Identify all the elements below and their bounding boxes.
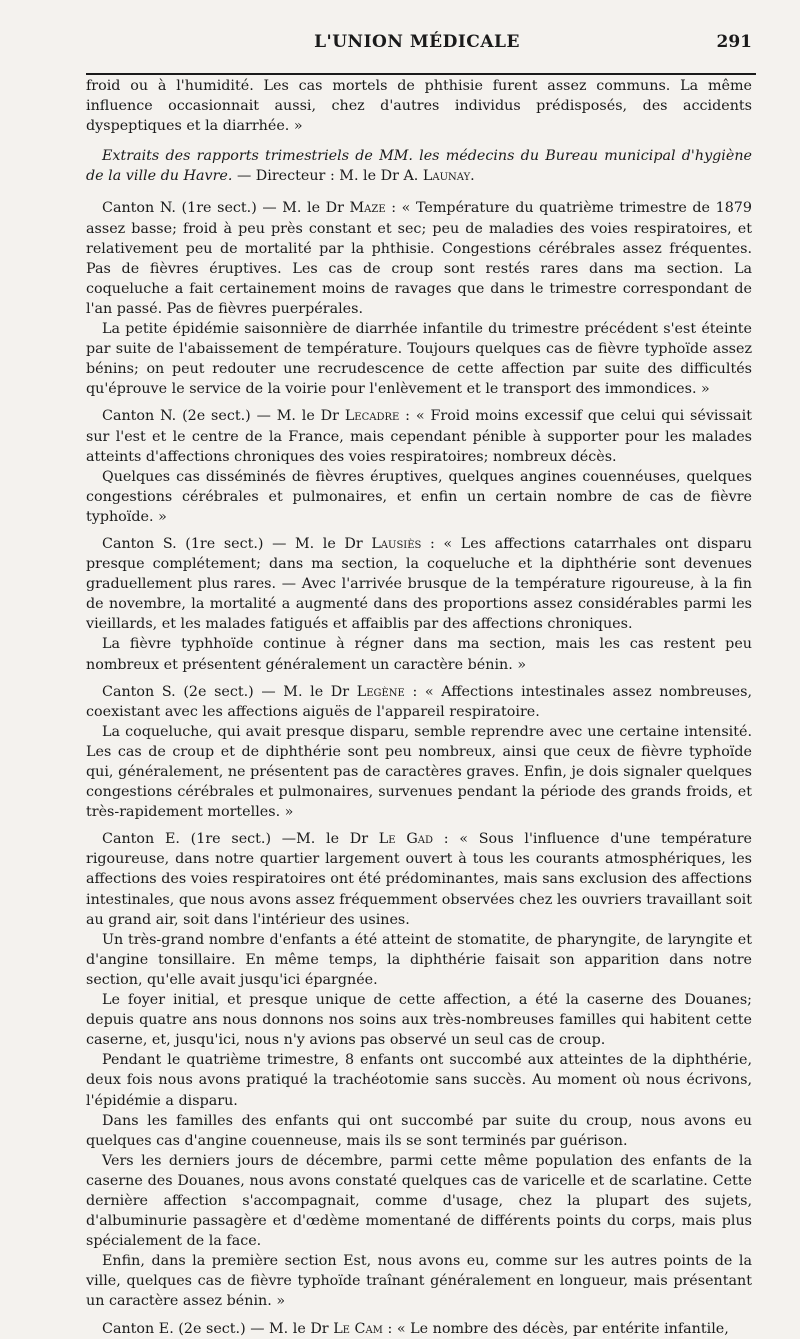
report-text: : « Les affections catarrhales ont disparu presque complétement; dans ma section, la coqueluche et la diphthérie sont devenues graduellement plus rares. — Avec l'arrivée brusque de la température rigoureuse, à la fin de novembre, la mortalité a augmenté dans des proportions assez considérables parmi les vieillards, et les malades fatigués et affaiblis par des affections chroniques. (86, 535, 752, 633)
report-lead: Canton N. (1re sect.) — M. le Dr (102, 200, 350, 217)
report-paragraph (86, 829, 752, 929)
report-text: : « Le nombre des décès, par entérite infantile, (382, 1320, 729, 1337)
doctor-name: Le Gad (378, 831, 433, 848)
report-text: : « Affections intestinales assez nombreuses, coexistant avec les affections aiguës de l'appareil respiratoire. (86, 683, 753, 720)
paragraph: Un très-grand nombre d'enfants a été atteint de stomatite, de pharyngite, de laryngite et d'angine tonsillaire. En même temps, la diphthérie faisait son apparition dans notre section, qu'elle avait jusqu'ici épargnée. (86, 931, 752, 988)
paragraph: Le foyer initial, et presque unique de cette affection, a été la caserne des Douanes; depuis quatre ans nous donnons nos soins aux très-nombreuses familles qui habitent cette caserne, et, jusqu'ici, nous n'y avions pas observé un seul cas de croup. (86, 992, 752, 1049)
paragraph: La coqueluche, qui avait presque disparu, semble reprendre avec une certaine intensité. Les cas de croup et de diphthérie sont peu nombreux, ainsi que ceux de fièvre typhoïde qui, généralement, ne présentent pas de caractères graves. Enfin, je dois signaler quelques congestions cérébrales et pulmonaires, survenues pendant la période des grands froids, et très-rapidement mortelles. » (86, 723, 752, 821)
paragraph: froid ou à l'humidité. Les cas mortels de phthisie furent assez communs. La même influence occasionnait aussi, chez d'autres individus prédisposés, des accidents dyspeptiques et la diarrhée. » (86, 78, 752, 135)
doctor-name: Lecadre (344, 408, 400, 425)
doctor-name: Lausiès (371, 535, 422, 552)
report-lead: Canton E. (2e sect.) — M. le Dr (102, 1320, 334, 1337)
page-header (82, 32, 752, 58)
paragraph: Dans les familles des enfants qui ont succombé par suite du croup, nous avons eu quelques cas d'angine couenneuse, mais ils se sont terminés par guérison. (86, 1112, 752, 1149)
director-name: A. Launay. (403, 168, 475, 185)
section-heading-title: Extraits des rapports trimestriels de MM. les médecins du Bureau municipal d'hygiène de la ville du Havre. (86, 148, 752, 185)
report-text: : « Froid moins excessif que celui qui sévissait sur l'est et le centre de la France, mais cependant pénible à supporter pour les malades atteints d'affections chroniques des voies respiratoires; nombreux décès. (86, 408, 752, 465)
report-lead: Canton S. (1re sect.) — M. le Dr (102, 535, 372, 552)
section-heading-director: — Directeur : M. le Dr (232, 168, 404, 185)
doctor-name: Le Cam (333, 1320, 383, 1337)
doctor-name: Maze (349, 200, 386, 217)
report-lead: Canton E. (1re sect.) —M. le Dr (102, 831, 379, 848)
paragraph: Pendant le quatrième trimestre, 8 enfants ont succombé aux atteintes de la diphthérie, deux fois nous avons pratiqué la trachéotomie sans succès. Au moment où nous écrivons, l'épidémie a disparu. (86, 1052, 752, 1109)
report-lead: Canton S. (2e sect.) — M. le Dr (102, 683, 357, 700)
paragraph: Quelques cas disséminés de fièvres éruptives, quelques angines couennéuses, quelques congestions cérébrales et pulmonaires, et enfin un certain nombre de cas de fièvre typhoïde. » (86, 468, 752, 525)
report-text: : « Température du quatrième trimestre de 1879 assez basse; froid à peu près constant et sec; peu de maladies des voies respiratoires, et relativement peu de mortalité par la phthisie. Congestions cérébrales assez fréquentes. Pas de fièvres éruptives. Les cas de croup sont restés rares dans ma section. La coqueluche a fait certainement moins de ravages que dans le trimestre correspondant de l'an passé. Pas de fièvres puerpérales. (86, 200, 752, 317)
paragraph: La fièvre typhhoïde continue à régner dans ma section, mais les cas restent peu nombreux et présentent généralement un caractère bénin. » (86, 636, 752, 673)
report-paragraph (86, 198, 752, 319)
report-paragraph (86, 682, 752, 722)
section-heading (86, 146, 752, 186)
header-rule (86, 73, 756, 75)
paragraph: La petite épidémie saisonnière de diarrhée infantile du trimestre précédent s'est éteinte par suite de l'abaissement de température. Toujours quelques cas de fièvre typhoïde assez bénins; on peut redouter une recrudescence de cette affection par suite des difficultés qu'éprouve le service de la voirie pour l'enlèvement et le transport des immondices. » (86, 321, 752, 398)
page-number: 291 (716, 32, 752, 52)
doctor-name: Legène (356, 683, 405, 700)
report-paragraph (86, 534, 752, 634)
report-lead: Canton N. (2e sect.) — M. le Dr (102, 408, 345, 425)
article-body (86, 76, 752, 1339)
running-title: L'UNION MÉDICALE (314, 32, 520, 52)
report-paragraph (86, 406, 752, 466)
report-text: : « Sous l'influence d'une température rigoureuse, dans notre quartier largement ouvert à tous les courants atmosphériques, les affections des voies respiratoires ont été prédominantes, mais sans exclusion des affections intestinales, que nous avons assez fréquemment observées chez les ouvriers travaillant soit au grand air, soit dans l'intérieur des usines. (86, 831, 752, 928)
paragraph: Enfin, dans la première section Est, nous avons eu, comme sur les autres points de la ville, quelques cas de fièvre typhoïde traînant généralement en longueur, mais présentant un caractère assez bénin. » (86, 1253, 752, 1310)
paragraph: Vers les derniers jours de décembre, parmi cette même population des enfants de la caserne des Douanes, nous avons constaté quelques cas de varicelle et de scarlatine. Cette dernière affection s'accompagnait, comme d'usage, chez la plupart des sujets, d'albuminurie passagère et d'œdème momentané de différents points du corps, mais plus spécialement de la face. (86, 1152, 752, 1250)
